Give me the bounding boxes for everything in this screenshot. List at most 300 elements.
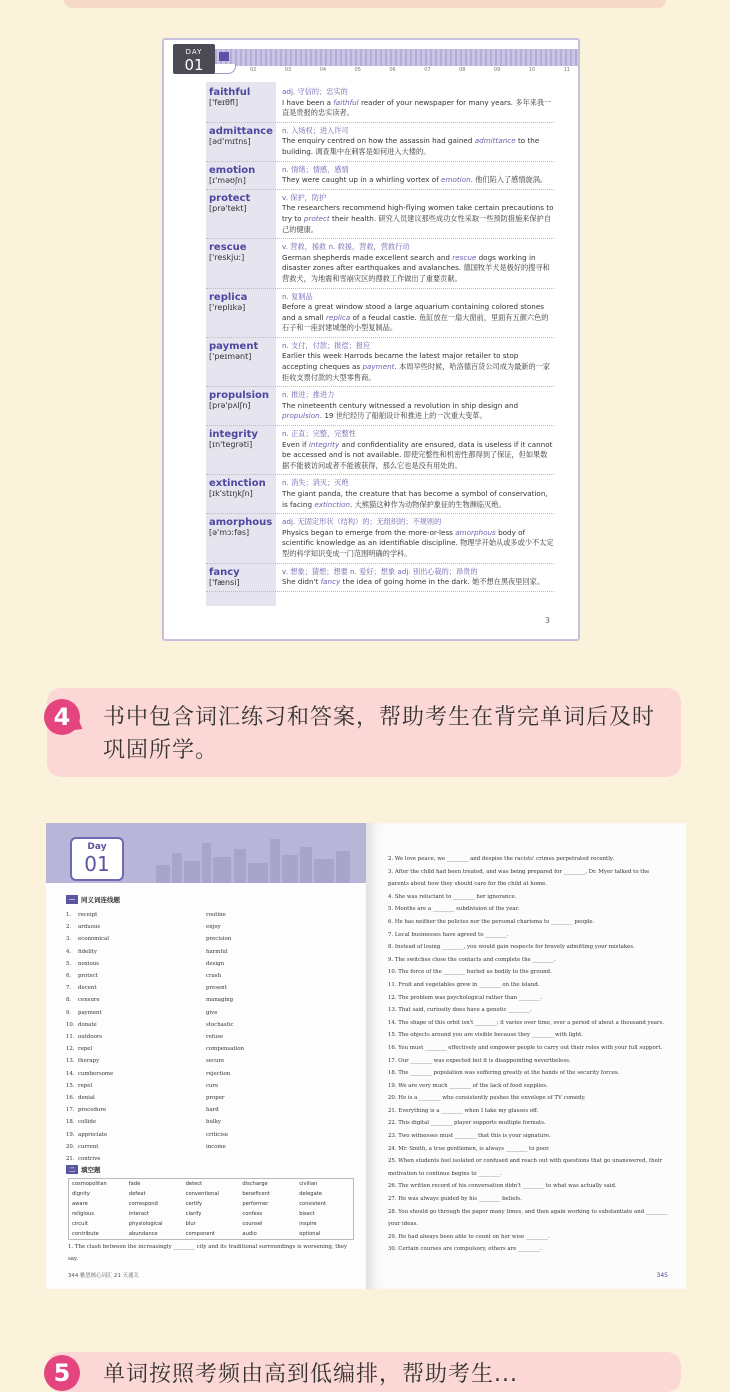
question-list [388, 853, 670, 1256]
synonym-left: repel [78, 1082, 93, 1089]
headword-cell [206, 567, 278, 588]
question: 21. Everything is a ________ when I take my glasses off. [388, 1107, 539, 1114]
question: 16. You must ________ effectively and empower people to carry out their roles with your full support. [388, 1044, 663, 1051]
question: 22. This digital ________ player supports multiple formats. [388, 1120, 546, 1127]
synonym-left: denial [78, 1095, 95, 1102]
word-bank-word: audio [242, 1231, 257, 1237]
synonym-left: procedure [78, 1107, 107, 1114]
headword-cell [206, 292, 278, 334]
synonym-left: contrive [78, 1156, 101, 1163]
question: 1. The clash between the increasingly ________ city and its traditional surroundings is worsening, they say. [68, 1244, 348, 1262]
word-bank-word: component [185, 1231, 215, 1237]
section-tag: 一 [66, 895, 78, 904]
item-number: 10. [66, 1021, 75, 1028]
word-bank-word: correspond [128, 1201, 158, 1207]
day-badge [173, 44, 215, 74]
word-bank-word: dignity [72, 1191, 90, 1197]
example-text: of a feudal castle. [350, 312, 417, 322]
section-title: 同义词连线题 [81, 896, 121, 904]
vocab-entry [206, 239, 554, 288]
definition-cell [278, 429, 554, 471]
top-decorative-strip [64, 0, 666, 8]
word-bank-row [69, 1219, 353, 1229]
item-number: 11. [66, 1034, 75, 1041]
example-translation: 大熊猫这种作为动物保护象征的生物濒临灭绝。 [352, 499, 506, 509]
question: 6. He has neither the policies nor the personal charisma to ________ people. [388, 918, 595, 925]
example-text: . [319, 411, 323, 421]
example-translation: 即使完整性和机密性都得到了保证，但如果数据不能被访问或者不能被获得，那么它也是没有用处的。 [282, 450, 548, 470]
vocab-entry [206, 475, 554, 514]
headword-cell [206, 126, 278, 158]
question: 8. Instead of losing ________, you would gain respects for bravely admitting your mistakes. [388, 944, 635, 951]
word-bank-row [69, 1229, 353, 1239]
word-bank-word: interact [128, 1211, 149, 1217]
page-number: 3 [544, 616, 550, 625]
question: 12. The problem was psychological rather than ________. [388, 994, 543, 1001]
word-bank-word: detect [185, 1181, 203, 1187]
word-bank-word: counsel [242, 1221, 263, 1227]
definition-cell [278, 87, 554, 119]
day-tag [219, 52, 229, 61]
question: 14. The shape of this orbit isn't ________; it varies over time, over a period of about a thousand years. [388, 1019, 665, 1026]
synonym-right: secure [206, 1058, 225, 1065]
synonym-left: arduous [78, 924, 101, 931]
example-keyword: extinction [314, 499, 351, 509]
headword: admittance [209, 125, 273, 137]
vocabulary-list [206, 84, 554, 592]
headword: extinction [209, 478, 266, 490]
item-number: 16. [66, 1095, 75, 1102]
day-tick: 10 [528, 67, 536, 73]
synonym-row [66, 1019, 266, 1031]
part-of-speech: n. 支付，付款；报偿；报应 [282, 340, 371, 350]
synonym-right: harmful [206, 948, 228, 955]
phonetic: ['fænsi] [209, 577, 240, 587]
synonym-row [66, 1104, 266, 1116]
example-sentence [282, 440, 554, 472]
question: 7. Local businesses have agreed to ________. [388, 931, 509, 938]
example-text: Earlier this week Harrods became the latest major retailer to stop accepting cheques as [282, 351, 519, 372]
example-translation: 多年来我一直是贵报的忠实读者。 [282, 97, 552, 118]
item-number: 20. [66, 1143, 75, 1150]
synonym-row [66, 982, 266, 994]
item-number: 9. [66, 1009, 72, 1016]
caption-text: 单词按照考频由高到低编排，帮助考生... [103, 1362, 518, 1387]
question: 29. He had always been able to count on her wise ________. [388, 1233, 550, 1240]
example-translation: 本周早些时候，哈洛德百货公司成为最新的一家拒收支票付款的大型零售商。 [282, 362, 551, 382]
synonym-right: bulky [206, 1119, 221, 1126]
definition-cell [278, 242, 554, 284]
book-page-vocabulary [162, 38, 580, 641]
example-text: She didn't [282, 577, 321, 587]
day-label: DAY [185, 48, 203, 56]
synonym-left: fidelity [78, 948, 97, 955]
example-keyword: protect [303, 213, 330, 223]
example-text: They were caught up in a whirling vortex of [282, 175, 442, 185]
item-number: 21. [66, 1156, 75, 1163]
headword: fancy [209, 566, 240, 578]
definition-cell [278, 478, 554, 510]
example-sentence [282, 136, 554, 157]
headword: integrity [209, 429, 258, 441]
headword: propulsion [209, 390, 270, 402]
example-keyword: payment [362, 362, 395, 372]
example-text: . [470, 175, 473, 185]
vocab-entry [206, 190, 554, 239]
vocab-entry [206, 564, 554, 592]
word-bank-word: religious [72, 1211, 94, 1217]
synonym-right: rejection [206, 1070, 231, 1077]
example-text: dogs working in disaster zones after earthquakes and avalanches. [282, 252, 536, 273]
example-sentence [282, 98, 554, 119]
headword: payment [209, 340, 259, 352]
day-tick: 11 [563, 67, 570, 73]
right-page-number: 345 [656, 1272, 668, 1279]
synonym-right: enjoy [206, 924, 221, 931]
step-badge: 4 [44, 699, 80, 735]
example-sentence [282, 175, 554, 186]
section-heading-fill [66, 1165, 101, 1174]
synonym-right: hard [206, 1107, 219, 1114]
item-number: 7. [66, 985, 72, 992]
part-of-speech: adj. 守信的；忠实的 [282, 87, 348, 96]
example-text: and confidentiality are ensured, data is useless if it cannot be accessed and is not available. [282, 439, 553, 460]
vocab-entry [206, 289, 554, 338]
day-tick: 07 [424, 67, 431, 73]
definition-cell [278, 390, 554, 422]
synonym-row [66, 970, 266, 982]
synonym-row [66, 1031, 266, 1043]
headword-cell [206, 193, 278, 235]
part-of-speech: v. 保护，防护 [282, 192, 327, 202]
synonym-left: censure [78, 997, 100, 1004]
day-ticks [250, 67, 570, 75]
item-number: 2. [66, 924, 72, 931]
example-keyword: replica [325, 312, 351, 322]
word-bank-word: discharge [242, 1181, 268, 1187]
synonym-row [66, 1068, 266, 1080]
right-page [366, 823, 686, 1289]
example-text: . [350, 499, 353, 509]
synonym-right: routine [206, 912, 226, 918]
item-number: 3. [66, 936, 72, 943]
example-text: German shepherds made excellent search and [282, 252, 453, 262]
word-bank-row [69, 1209, 353, 1219]
vocab-entry [206, 84, 554, 123]
synonym-row [66, 1129, 266, 1141]
headword: amorphous [209, 517, 273, 529]
example-sentence [282, 489, 554, 510]
example-keyword: rescue [452, 252, 477, 262]
item-number: 1. [66, 912, 72, 918]
synonym-left: payment [78, 1009, 102, 1016]
item-number: 19. [66, 1131, 75, 1138]
example-keyword: emotion [441, 175, 471, 185]
word-bank-word: conventional [185, 1191, 220, 1197]
word-bank-word: inspire [299, 1221, 317, 1227]
question: 3. After the child had been treated, and was being prepared for ________, Dr. Myer talked to the parents about how they should care for the child at home. [388, 868, 650, 888]
question: 15. The objects around you are visible because they ________ with light. [388, 1032, 583, 1039]
synonym-left: cumbersome [78, 1070, 114, 1077]
item-number: 4. [66, 948, 72, 955]
synonym-right: managing [206, 997, 234, 1004]
synonym-left: collide [78, 1119, 97, 1126]
example-text: their health. [329, 213, 377, 223]
day-tick: 08 [459, 67, 466, 73]
example-sentence [282, 351, 554, 383]
example-translation: 研究人员建议那些成功女性采取一些预防措施来保护自己的健康。 [282, 213, 551, 234]
phonetic: [prə'tekt] [209, 203, 247, 213]
phonetic: ['reskjuː] [209, 253, 245, 263]
phonetic: ['replɪkə] [209, 302, 246, 312]
synonym-left: donate [78, 1021, 97, 1028]
item-number: 6. [66, 973, 72, 980]
example-translation: 物理学开始从或多或少不太定型的科学知识变成一门范围明确的学科。 [282, 538, 554, 558]
example-keyword: fancy [320, 577, 341, 587]
synonym-row [66, 909, 266, 921]
item-number: 5. [66, 960, 72, 967]
example-text: to the building. [282, 136, 540, 156]
example-translation: 德国牧羊犬是极好的搜寻和营救犬，为地震和雪崩灾区的搜救工作做出了重要贡献。 [282, 263, 550, 283]
example-sentence [282, 577, 554, 588]
word-bank-word: optional [299, 1231, 321, 1237]
example-text: Even if [282, 439, 309, 449]
question: 11. Fruit and vegetables grew in ________ on the island. [388, 981, 540, 988]
synonym-row [66, 1007, 266, 1019]
word-bank-word: clarify [185, 1211, 202, 1217]
example-text: body of scientific knowledge as an identifiable discipline. [282, 527, 526, 548]
example-text: . [394, 362, 397, 372]
synonym-matching-list [66, 909, 266, 1165]
synonym-row [66, 946, 266, 958]
phonetic: ['peɪmənt] [209, 351, 252, 361]
word-bank-word: defeat [128, 1191, 146, 1197]
synonym-right: compensation [206, 1046, 245, 1053]
word-bank-word: fade [128, 1181, 141, 1187]
question: 5. Months are a ________ subdivision of the year. [388, 906, 520, 913]
synonym-left: economical [78, 936, 109, 943]
example-sentence [282, 302, 554, 334]
word-bank-word: cosmopolitan [72, 1181, 107, 1187]
part-of-speech: v. 想象；猜想；想要 n. 爱好；想象 adj. 别出心裁的；昂贵的 [282, 566, 478, 576]
word-bank-box [68, 1178, 354, 1240]
example-text: The giant panda, the creature that has become a symbol of conservation, is facing [282, 489, 548, 509]
question: 26. The written record of his conversation didn't ________ to what was actually said. [388, 1183, 617, 1190]
example-translation: 鱼缸放在一扇大窗前，里面有五颜六色的石子和一座封建城堡的小型复制品。 [282, 312, 549, 333]
phonetic: [ɪ'məʊʃn] [209, 175, 246, 185]
synonym-row [66, 1116, 266, 1128]
item-number: 8. [66, 997, 72, 1004]
day-tick: 03 [284, 67, 292, 73]
caption-text: 书中包含词汇练习和答案，帮助考生在背完单词后及时巩固所学。 [103, 705, 656, 763]
example-text: Before a great window stood a large aquarium containing colored stones and a small [282, 302, 544, 322]
word-bank-word: contribute [72, 1231, 99, 1237]
headword: rescue [209, 242, 247, 254]
item-number: 12. [66, 1046, 75, 1053]
synonym-row [66, 921, 266, 933]
definition-cell [278, 517, 554, 559]
example-text: The researchers recommend high-flying women take certain precautions to try to [282, 203, 554, 223]
example-keyword: amorphous [455, 527, 496, 537]
day-tick: 04 [319, 67, 327, 73]
headword: protect [209, 192, 251, 204]
item-number: 18. [66, 1119, 75, 1126]
synonym-row [66, 958, 266, 970]
example-text: the idea of going home in the dark. [340, 577, 470, 587]
part-of-speech: n. 情绪；情感，感情 [282, 164, 349, 174]
question: 20. He is a ________ who consistently pushes the envelope of TV comedy. [388, 1095, 586, 1102]
headword-cell [206, 390, 278, 422]
word-bank-row [69, 1199, 353, 1209]
headword-cell [206, 242, 278, 284]
word-bank-word: confess [242, 1211, 263, 1217]
synonym-left: receipt [78, 912, 98, 918]
phonetic: ['feɪθfl] [209, 98, 239, 107]
phonetic: [ɪn'tegrəti] [209, 440, 253, 450]
example-text: The nineteenth century witnessed a revolution in ship design and [282, 400, 519, 410]
definition-cell [278, 126, 554, 158]
example-sentence [282, 401, 554, 422]
word-bank-word: aware [72, 1201, 88, 1207]
headword-cell [206, 165, 278, 186]
example-text: Physics began to emerge from the more-or-less [282, 527, 456, 537]
headword-cell [206, 478, 278, 510]
word-bank-word: certify [185, 1201, 203, 1207]
synonym-row [66, 1153, 266, 1165]
example-text: reader of your newspaper for many years. [358, 97, 513, 107]
day-tick: 09 [493, 67, 501, 73]
word-bank-word: consistent [299, 1201, 326, 1207]
synonym-left: protect [78, 973, 98, 980]
section-tag: 二 [66, 1165, 78, 1174]
headword-cell [206, 87, 278, 119]
example-translation: 调查集中在刺客是如何进入大楼的。 [313, 146, 431, 156]
vocab-entry [206, 514, 554, 563]
vocab-entry [206, 338, 554, 387]
example-translation: 她不想在黑夜里回家。 [469, 577, 545, 587]
definition-cell [278, 341, 554, 383]
example-translation: 他们陷入了感情旋涡。 [472, 175, 548, 185]
example-sentence [282, 253, 554, 285]
synonym-left: repel [78, 1046, 93, 1053]
question: 2. We love peace, we ________ and despise the racists' crimes perpetrated recently. [388, 856, 614, 862]
question: 28. You should go through the paper many times, and then again working to substantiate and ________ your ideas. [388, 1208, 668, 1228]
example-keyword: admittance [474, 136, 516, 146]
synonym-left: outdoors [78, 1034, 103, 1041]
synonym-left: current [78, 1143, 99, 1150]
word-bank-word: abundance [128, 1231, 158, 1237]
word-bank-row [69, 1189, 353, 1199]
synonym-right: design [206, 960, 225, 967]
part-of-speech: n. 推进；推进力 [282, 390, 335, 400]
synonym-right: cure [206, 1082, 219, 1089]
definition-cell [278, 193, 554, 235]
example-keyword: propulsion [282, 411, 320, 421]
left-page-footer: 344 雅思核心词汇 21 天通关 [68, 1273, 139, 1279]
vocab-entry [206, 162, 554, 190]
day-label: Day [87, 842, 107, 852]
example-text: I have been a [282, 97, 334, 107]
synonym-row [66, 1080, 266, 1092]
example-sentence [282, 528, 554, 560]
step-badge: 5 [44, 1355, 80, 1391]
definition-cell [278, 165, 554, 186]
day-badge [70, 837, 124, 881]
phonetic: [ə'mɔːfəs] [209, 528, 250, 538]
part-of-speech: n. 消失；消灭；灭绝 [282, 478, 349, 488]
part-of-speech: adj. 无固定形状（结构）的；无组织的；不规则的 [282, 517, 442, 527]
section-title: 填空题 [81, 1166, 101, 1174]
example-text: The enquiry centred on how the assassin had gained [282, 136, 475, 146]
synonym-left: decent [78, 985, 97, 992]
question: 4. She was reluctant to ________ her ignorance. [388, 893, 517, 900]
synonym-right: stochastic [206, 1021, 234, 1028]
word-bank-word: performer [242, 1201, 269, 1207]
synonym-left: therapy [78, 1058, 100, 1065]
example-keyword: integrity [308, 439, 340, 449]
word-bank-word: blur [185, 1221, 196, 1227]
part-of-speech: v. 营救，援救 n. 救援，营救，营救行动 [282, 242, 410, 252]
word-bank-word: beneficent [242, 1191, 270, 1197]
synonym-row [66, 933, 266, 945]
item-number: 13. [66, 1058, 75, 1065]
city-skyline-icon [156, 833, 356, 883]
page-header [46, 823, 366, 883]
synonym-row [66, 1141, 266, 1153]
question: 23. Two witnesses must ________ that this is your signature. [388, 1133, 551, 1140]
synonym-right: crash [206, 973, 222, 980]
item-number: 15. [66, 1082, 75, 1089]
synonym-right: precision [206, 936, 232, 943]
synonym-right: income [206, 1143, 226, 1150]
word-bank-word: circuit [72, 1221, 88, 1227]
word-bank-word: delegate [299, 1191, 323, 1197]
question: 13. That said, curiosity does have a genetic ________. [388, 1007, 532, 1014]
example-sentence [282, 203, 554, 235]
headword: replica [209, 291, 248, 303]
synonym-left: noxious [78, 960, 99, 967]
synonym-right: give [206, 1009, 218, 1016]
book-spread-exercises [46, 823, 686, 1289]
synonym-row [66, 1055, 266, 1067]
synonym-right: refuse [206, 1034, 224, 1041]
question: 17. Our ________ was expected but it is disappointing nevertheless. [388, 1057, 571, 1064]
part-of-speech: n. 正直；完整，完整性 [282, 429, 356, 439]
synonym-row [66, 1043, 266, 1055]
phonetic: [əd'mɪtns] [209, 136, 251, 146]
part-of-speech: n. 入场权；进入许可 [282, 125, 349, 135]
synonym-right: criticise [206, 1131, 228, 1138]
example-keyword: faithful [333, 97, 359, 107]
question: 9. The switches close the contacts and complete the ________. [388, 956, 556, 963]
section-heading-synonyms [66, 895, 120, 904]
question: 27. He was always guided by his ________ beliefs. [388, 1196, 522, 1203]
example-translation: 19 世纪经历了船舶设计和推进上的一次重大变革。 [322, 411, 487, 421]
day-tick: 06 [389, 67, 396, 73]
question: 25. When students feel isolated or confused and reach out with questions that go unanswered, their motivation to continue begins to ________. [388, 1158, 663, 1177]
left-page [46, 823, 366, 1289]
synonym-left: appreciate [78, 1131, 108, 1138]
synonym-row [66, 994, 266, 1006]
phonetic: [prə'pʌlʃn] [209, 401, 251, 411]
vocab-entry [206, 123, 554, 162]
part-of-speech: n. 复制品 [282, 291, 313, 301]
synonym-right: present [206, 985, 227, 992]
synonym-row [66, 1092, 266, 1104]
vocab-entry [206, 387, 554, 426]
word-bank-word: physiological [128, 1221, 163, 1227]
headword-cell [206, 429, 278, 471]
